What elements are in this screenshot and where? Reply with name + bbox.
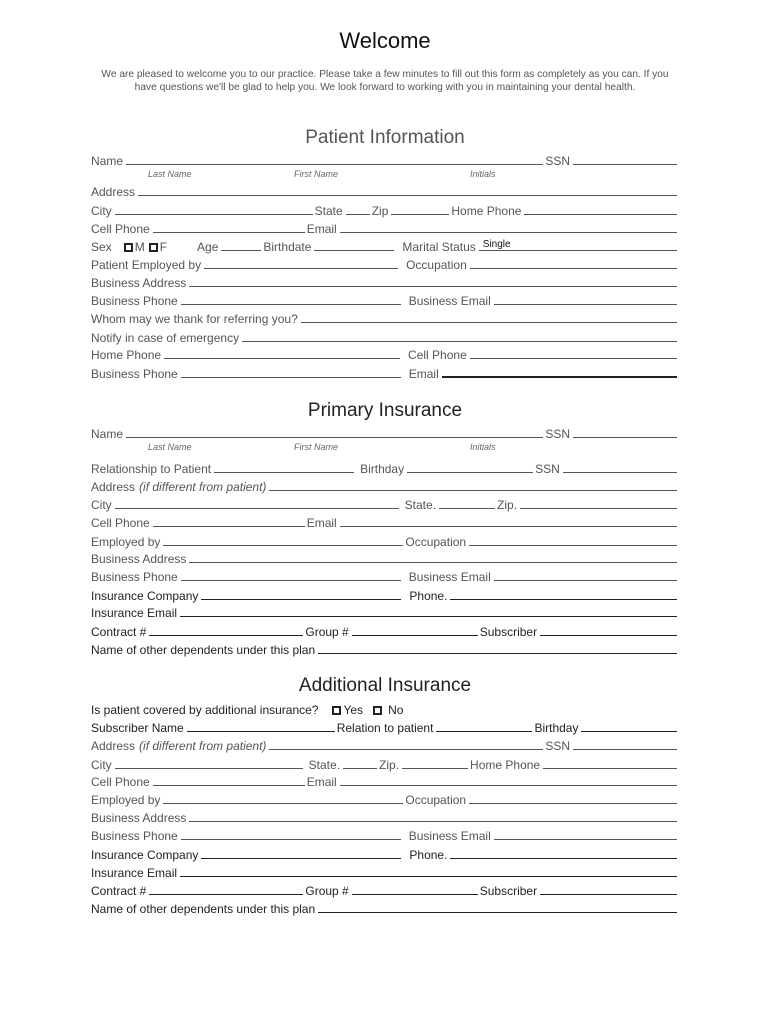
additional-phone-label: Phone.	[409, 848, 448, 862]
primary-insurance-email-label: Insurance Email	[91, 606, 178, 620]
additional-subscriber-name-label: Subscriber Name	[91, 721, 184, 735]
primary-company-row	[91, 587, 679, 603]
patient-email-field[interactable]	[340, 231, 677, 233]
primary-business-email-field[interactable]	[494, 579, 677, 581]
patient-initials-caption: Initials	[470, 169, 496, 179]
additional-company-field[interactable]	[201, 857, 401, 859]
emergency-business-row	[91, 365, 679, 381]
additional-ssn-label: SSN	[545, 739, 570, 753]
additional-insurance-email-field[interactable]	[180, 875, 677, 877]
primary-contract-label: Contract #	[91, 625, 147, 639]
additional-contract-field[interactable]	[149, 893, 303, 895]
additional-relation-label: Relation to patient	[336, 721, 434, 735]
primary-address-row	[91, 478, 679, 494]
patient-city-row	[91, 202, 679, 218]
additional-zip-field[interactable]	[402, 767, 468, 769]
patient-address-label: Address	[91, 185, 136, 199]
primary-address-label: Address	[91, 480, 136, 494]
patient-heading: Patient Information	[305, 127, 465, 148]
primary-occupation-label: Occupation	[405, 535, 467, 549]
primary-subscriber-label: Subscriber	[479, 625, 538, 639]
additional-cell-row	[91, 773, 679, 789]
patient-occupation-label: Occupation	[406, 258, 467, 272]
additional-subscriber-name-field[interactable]	[187, 730, 335, 732]
primary-business-address-row	[91, 550, 679, 566]
additional-cell-field[interactable]	[153, 784, 305, 786]
patient-business-address-row	[91, 274, 679, 290]
patient-sex-row	[91, 238, 679, 254]
primary-contract-row	[91, 623, 679, 639]
primary-initials-caption: Initials	[470, 442, 496, 452]
primary-first-name-caption: First Name	[294, 442, 339, 452]
primary-phone-label: Phone.	[409, 589, 448, 603]
additional-city-row	[91, 756, 679, 772]
primary-business-email-label: Business Email	[408, 570, 491, 584]
primary-birthday-label: Birthday	[360, 462, 405, 476]
additional-business-phone-field[interactable]	[181, 838, 401, 840]
additional-subscriber-row	[91, 719, 679, 735]
additional-dependents-field[interactable]	[318, 911, 677, 913]
primary-business-phone-label: Business Phone	[91, 570, 178, 584]
primary-birthday-field[interactable]	[407, 471, 533, 473]
additional-birthday-field[interactable]	[581, 730, 677, 732]
primary-email-label: Email	[306, 516, 337, 530]
additional-city-label: City	[91, 758, 112, 772]
patient-sex-label: Sex	[91, 240, 112, 254]
additional-home-phone-field[interactable]	[543, 767, 677, 769]
primary-phone-field[interactable]	[450, 598, 677, 600]
additional-dependents-label: Name of other dependents under this plan	[91, 902, 316, 916]
patient-business-address-field[interactable]	[189, 285, 677, 287]
primary-heading: Primary Insurance	[307, 400, 463, 421]
emergency-home-phone-field[interactable]	[164, 357, 400, 359]
female-label: F	[159, 240, 168, 254]
additional-group-label: Group #	[305, 884, 349, 898]
primary-city-label: City	[91, 498, 112, 512]
additional-occupation-label: Occupation	[405, 793, 467, 807]
additional-employer-label: Employed by	[91, 793, 161, 807]
additional-address-field[interactable]	[269, 748, 543, 750]
patient-age-label: Age	[197, 240, 219, 254]
referral-field[interactable]	[301, 321, 677, 323]
patient-address-field[interactable]	[138, 194, 677, 196]
primary-state-label: State.	[404, 498, 437, 512]
patient-zip-label: Zip	[371, 204, 389, 218]
primary-cell-field[interactable]	[153, 525, 305, 527]
additional-occupation-field[interactable]	[469, 802, 677, 804]
primary-name-row	[91, 425, 679, 441]
primary-state-field[interactable]	[439, 507, 495, 509]
additional-subscriber-field[interactable]	[540, 893, 677, 895]
referral-row	[91, 310, 679, 326]
additional-covered-row	[91, 701, 679, 717]
additional-business-address-label: Business Address	[91, 811, 187, 825]
patient-cell-label: Cell Phone	[91, 222, 150, 236]
primary-relationship-row	[91, 460, 679, 476]
patient-birthdate-label: Birthdate	[263, 240, 312, 254]
primary-employer-row	[91, 533, 679, 549]
male-checkbox[interactable]	[124, 243, 133, 252]
additional-phone-field[interactable]	[450, 857, 677, 859]
primary-occupation-field[interactable]	[469, 544, 677, 546]
additional-business-phone-row	[91, 827, 679, 843]
additional-insurance-email-row	[91, 864, 679, 880]
patient-business-address-label: Business Address	[91, 276, 187, 290]
emergency-business-phone-label: Business Phone	[91, 367, 178, 381]
emergency-label: Notify in case of emergency	[91, 331, 240, 345]
referral-label: Whom may we thank for referring you?	[91, 312, 298, 326]
emergency-home-phone-label: Home Phone	[91, 348, 162, 362]
patient-state-label: State	[314, 204, 343, 218]
patient-occupation-field[interactable]	[470, 267, 677, 269]
primary-address-note: (if different from patient)	[139, 480, 267, 494]
additional-address-row	[91, 737, 679, 753]
primary-name-field[interactable]	[126, 436, 543, 438]
primary-zip-label: Zip.	[497, 498, 518, 512]
emergency-email-label: Email	[408, 367, 439, 381]
additional-insurance-email-label: Insurance Email	[91, 866, 178, 880]
page-title: Welcome	[339, 28, 431, 53]
patient-age-field[interactable]	[221, 249, 261, 251]
patient-name-row	[91, 152, 679, 168]
patient-name-label: Name	[91, 154, 124, 168]
primary-ssn-field[interactable]	[573, 436, 677, 438]
additional-birthday-label: Birthday	[534, 721, 579, 735]
primary-ssn-label: SSN	[545, 427, 570, 441]
primary-subscriber-field[interactable]	[540, 634, 677, 636]
additional-relation-field[interactable]	[436, 730, 532, 732]
patient-home-phone-label: Home Phone	[451, 204, 522, 218]
primary-group-label: Group #	[305, 625, 349, 639]
additional-covered-label: Is patient covered by additional insurance?	[91, 703, 319, 717]
primary-ssn2-label: SSN	[535, 462, 560, 476]
primary-insurance-email-row	[91, 604, 679, 620]
patient-employer-field[interactable]	[204, 267, 398, 269]
marital-status-label: Marital Status	[402, 240, 476, 254]
primary-business-address-label: Business Address	[91, 552, 187, 566]
primary-contract-field[interactable]	[149, 634, 303, 636]
patient-business-email-field[interactable]	[494, 303, 677, 305]
primary-zip-field[interactable]	[520, 507, 677, 509]
additional-contract-row	[91, 882, 679, 898]
patient-address-row	[91, 183, 679, 199]
patient-cell-row	[91, 220, 679, 236]
primary-email-field[interactable]	[340, 525, 677, 527]
patient-email-label: Email	[306, 222, 337, 236]
additional-zip-label: Zip.	[379, 758, 400, 772]
primary-name-label: Name	[91, 427, 124, 441]
emergency-row	[91, 329, 679, 345]
additional-cell-label: Cell Phone	[91, 775, 150, 789]
additional-city-field[interactable]	[115, 767, 303, 769]
additional-home-phone-label: Home Phone	[470, 758, 541, 772]
additional-yes-label: Yes	[343, 703, 364, 717]
primary-dependents-row	[91, 641, 679, 657]
additional-employer-row	[91, 791, 679, 807]
emergency-email-field[interactable]	[442, 375, 677, 378]
primary-relationship-label: Relationship to Patient	[91, 462, 212, 476]
additional-state-field[interactable]	[343, 767, 377, 769]
patient-business-email-label: Business Email	[408, 294, 491, 308]
additional-subscriber-label: Subscriber	[479, 884, 538, 898]
emergency-phone-row	[91, 346, 679, 362]
patient-employer-row	[91, 256, 679, 272]
additional-email-label: Email	[306, 775, 337, 789]
primary-cell-label: Cell Phone	[91, 516, 150, 530]
additional-heading: Additional Insurance	[298, 675, 472, 696]
primary-address-field[interactable]	[269, 489, 677, 491]
additional-business-address-field[interactable]	[189, 820, 677, 822]
primary-city-row	[91, 496, 679, 512]
emergency-business-phone-field[interactable]	[181, 376, 401, 378]
additional-dependents-row	[91, 900, 679, 916]
additional-no-label: No	[388, 703, 404, 717]
additional-group-field[interactable]	[352, 893, 478, 895]
additional-company-row	[91, 846, 679, 862]
patient-birthdate-field[interactable]	[314, 249, 394, 251]
additional-company-label: Insurance Company	[91, 848, 199, 862]
additional-business-email-field[interactable]	[494, 838, 677, 840]
marital-status-field[interactable]	[479, 239, 677, 251]
intro-text: We are pleased to welcome you to our practice. Please take a few minutes to fill out this form as completely as you can. If you have questions we'll be glad to help you. We look forward to working with you in maintaining your dental health.	[101, 69, 669, 94]
additional-yes-checkbox[interactable]	[332, 706, 341, 715]
patient-employer-label: Patient Employed by	[91, 258, 202, 272]
primary-city-field[interactable]	[115, 507, 399, 509]
primary-business-phone-field[interactable]	[181, 579, 401, 581]
additional-address-label: Address	[91, 739, 136, 753]
patient-city-field[interactable]	[115, 213, 313, 215]
patient-first-name-caption: First Name	[294, 169, 339, 179]
female-checkbox[interactable]	[149, 243, 158, 252]
primary-last-name-caption: Last Name	[148, 442, 192, 452]
patient-business-phone-field[interactable]	[181, 303, 401, 305]
patient-ssn-label: SSN	[545, 154, 570, 168]
primary-company-label: Insurance Company	[91, 589, 199, 603]
patient-cell-field[interactable]	[153, 231, 305, 233]
patient-zip-field[interactable]	[391, 213, 449, 215]
primary-employer-label: Employed by	[91, 535, 161, 549]
additional-employer-field[interactable]	[163, 802, 403, 804]
additional-email-field[interactable]	[340, 784, 677, 786]
additional-business-email-label: Business Email	[408, 829, 491, 843]
patient-city-label: City	[91, 204, 112, 218]
patient-ssn-field[interactable]	[573, 163, 677, 165]
patient-name-field[interactable]	[126, 163, 543, 165]
patient-last-name-caption: Last Name	[148, 169, 192, 179]
emergency-cell-phone-field[interactable]	[470, 357, 677, 359]
primary-employer-field[interactable]	[163, 544, 403, 546]
primary-relationship-field[interactable]	[214, 471, 354, 473]
patient-business-phone-row	[91, 292, 679, 308]
emergency-field[interactable]	[242, 340, 677, 342]
additional-business-phone-label: Business Phone	[91, 829, 178, 843]
additional-state-label: State.	[308, 758, 341, 772]
primary-group-field[interactable]	[352, 634, 478, 636]
patient-business-phone-label: Business Phone	[91, 294, 178, 308]
patient-home-phone-field[interactable]	[524, 213, 677, 215]
patient-state-field[interactable]	[346, 213, 370, 215]
primary-business-phone-row	[91, 568, 679, 584]
primary-ssn2-field[interactable]	[563, 471, 677, 473]
primary-cell-row	[91, 514, 679, 530]
primary-business-address-field[interactable]	[189, 561, 677, 563]
primary-dependents-field[interactable]	[318, 652, 677, 654]
emergency-cell-phone-label: Cell Phone	[408, 348, 467, 362]
additional-ssn-field[interactable]	[573, 748, 677, 750]
additional-no-checkbox[interactable]	[373, 706, 382, 715]
primary-company-field[interactable]	[201, 598, 401, 600]
additional-contract-label: Contract #	[91, 884, 147, 898]
additional-business-address-row	[91, 809, 679, 825]
primary-insurance-email-field[interactable]	[180, 615, 677, 617]
male-label: M	[134, 240, 145, 254]
marital-status-value: Single	[482, 239, 511, 250]
primary-dependents-label: Name of other dependents under this plan	[91, 643, 316, 657]
additional-address-note: (if different from patient)	[139, 739, 267, 753]
